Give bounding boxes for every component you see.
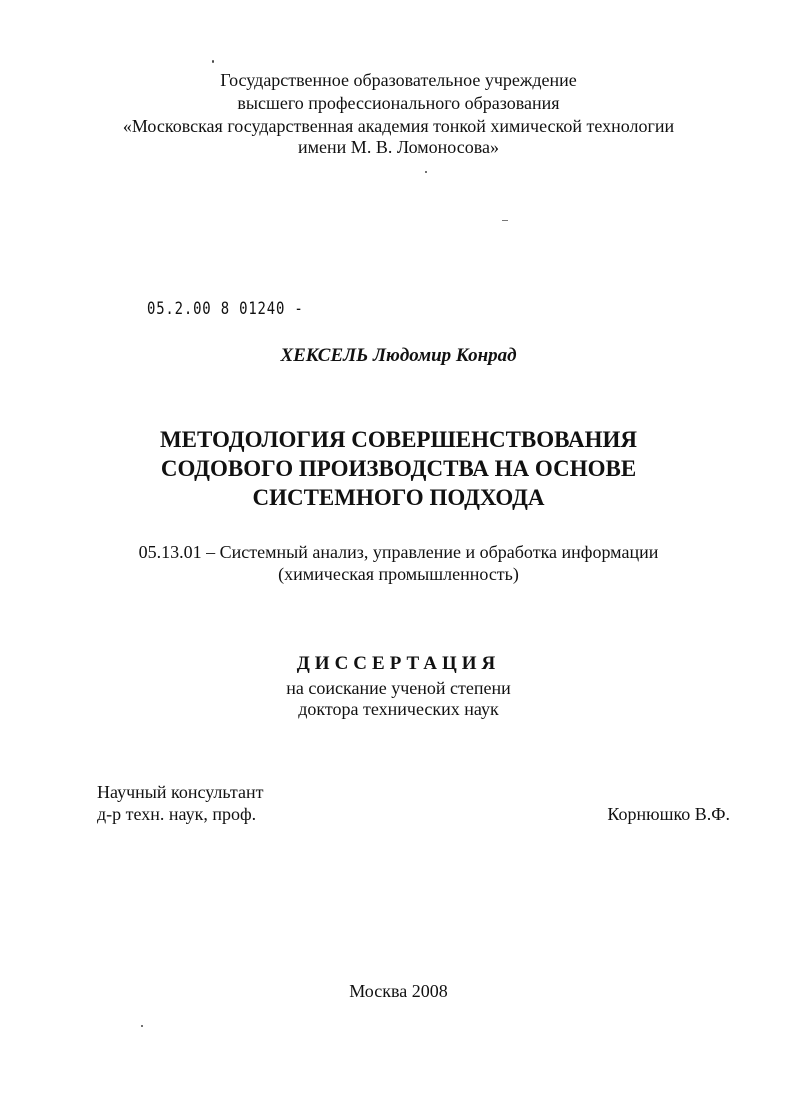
degree-line-1: на соискание ученой степени — [286, 678, 511, 698]
author-name: ХЕКСЕЛЬ Людомир Конрад — [280, 345, 517, 366]
consultant-name: Корнюшко В.Ф. — [607, 804, 730, 824]
institution-line-1: Государственное образовательное учреждение — [220, 70, 577, 90]
title-line-1: МЕТОДОЛОГИЯ СОВЕРШЕНСТВОВАНИЯ — [159, 427, 638, 452]
scan-speck — [212, 60, 214, 63]
institution-line-4: имени М. В. Ломоносова» — [298, 137, 499, 157]
scan-speck — [502, 220, 508, 221]
scan-speck — [425, 171, 427, 173]
city-year: Москва 2008 — [349, 981, 448, 1001]
institution-line-3: «Московская государственная академия тонкой химической технологии — [122, 116, 675, 136]
specialty-line-1: 05.13.01 – Системный анализ, управление и обработка информации — [138, 542, 659, 562]
consultant-role: Научный консультант — [97, 782, 264, 802]
dissertation-heading: ДИССЕРТАЦИЯ — [296, 653, 501, 674]
library-stamp-number: 05.2.00 8 01240 - — [147, 299, 304, 319]
title-line-3: СИСТЕМНОГО ПОДХОДА — [252, 485, 545, 510]
consultant-degree: д-р техн. наук, проф. — [97, 804, 257, 824]
specialty-line-2: (химическая промышленность) — [278, 564, 519, 584]
title-line-2: СОДОВОГО ПРОИЗВОДСТВА НА ОСНОВЕ — [160, 456, 637, 481]
institution-line-2: высшего профессионального образования — [237, 93, 560, 113]
degree-line-2: доктора технических наук — [298, 699, 499, 719]
scan-speck — [141, 1025, 143, 1027]
